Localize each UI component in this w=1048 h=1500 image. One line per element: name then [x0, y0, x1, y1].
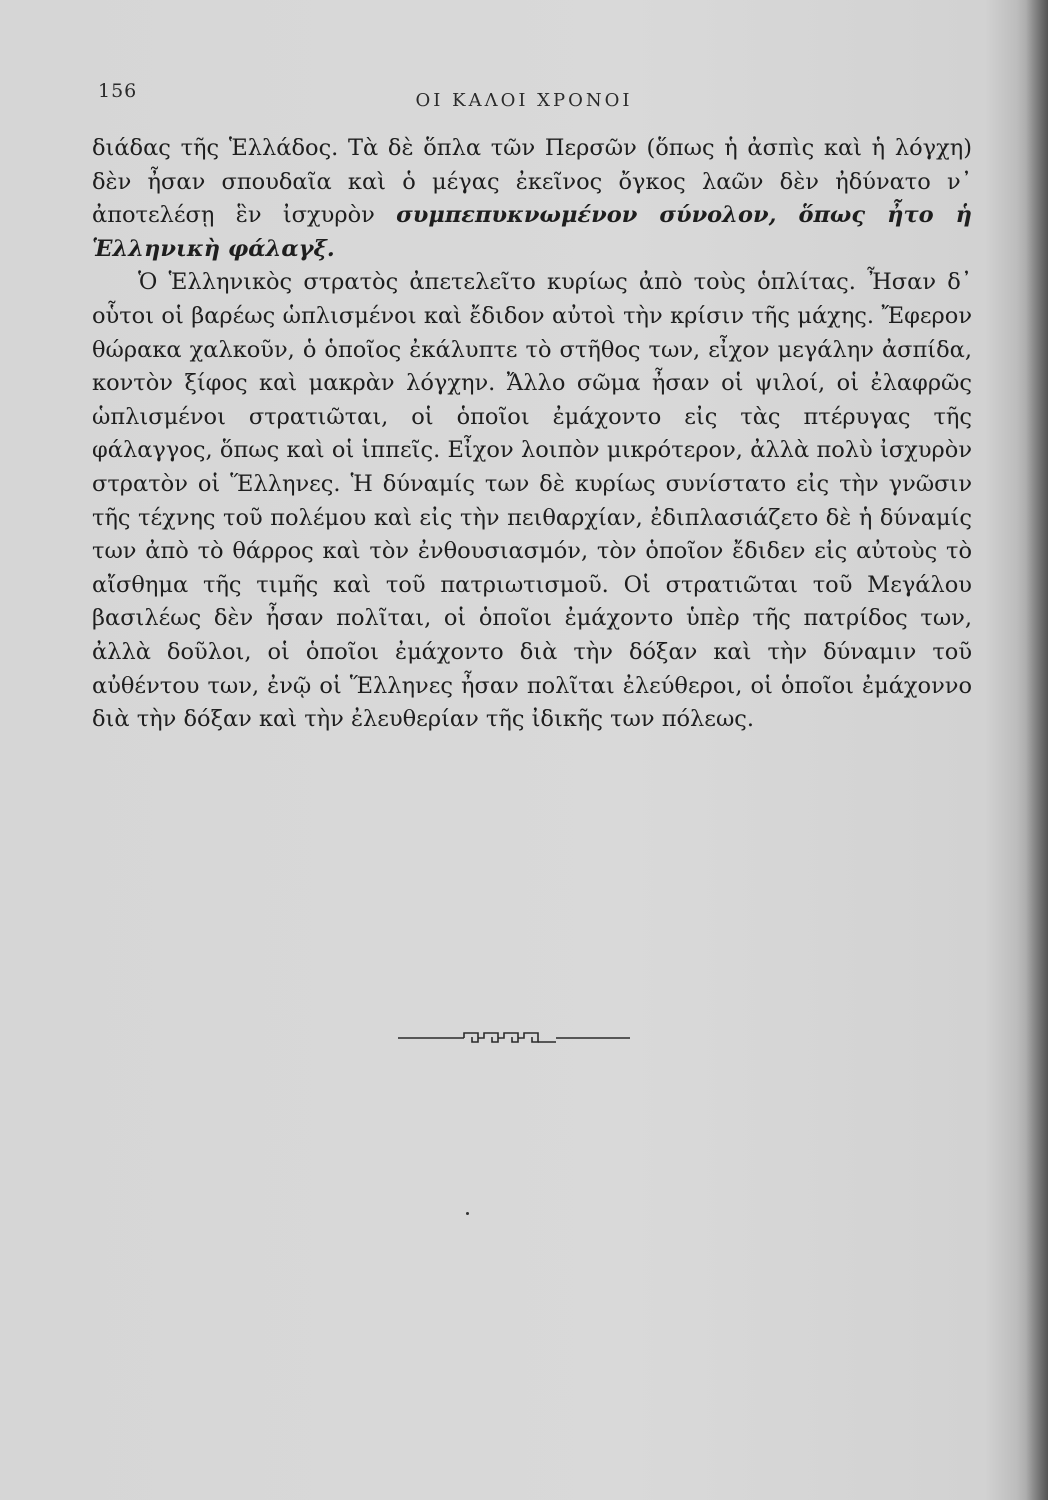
book-spine-shadow — [1026, 0, 1048, 1500]
greek-key-divider-icon — [398, 1028, 630, 1048]
print-speck — [466, 1212, 469, 1215]
page-number: 156 — [98, 80, 138, 102]
paragraph-2-text: Ὁ Ἑλληνικὸς στρατὸς ἀπετελεῖτο κυρίως ἀπὸ τοὺς ὁπλίτας. Ἦσαν δ᾽ οὗτοι οἱ βαρέως ὡπλισμένοι καὶ ἔδιδον αὐτοὶ τὴν κρίσιν τῆς μάχης. Ἔφερον θώρακα χαλκοῦν, ὁ ὁποῖος ἐκάλυπτε τὸ στῆθος των, εἶχον μεγάλην ἀσπίδα, κοντὸν ξίφος καὶ μακρὰν λόγχην. Ἄλλο σῶμα ἦσαν οἱ ψιλοί, οἱ ἐλαφρῶς ὡπλισμένοι στρατιῶται, οἱ ὁποῖοι ἐμάχοντο εἰς τὰς πτέρυγας τῆς φάλαγγος, ὅπως καὶ οἱ ἱππεῖς. Εἶχον λοιπὸν μικρότερον, ἀλλὰ πολὺ ἰσχυρὸν στρατὸν οἱ Ἕλληνες. Ἡ δύναμίς των δὲ κυρίως συνίστατο εἰς τὴν γνῶσιν τῆς τέχνης τοῦ πολέμου καὶ εἰς τὴν πειθαρχίαν, ἐδιπλασιάζετο δὲ ἡ δύναμίς των ἀπὸ τὸ θάρρος καὶ τὸν ἐνθουσιασμόν, τὸν ὁποῖον ἔδιδεν εἰς αὐτοὺς τὸ αἴσθημα τῆς τιμῆς καὶ τοῦ πατριωτισμοῦ. Οἱ στρατιῶται τοῦ Μεγάλου βασιλέως δὲν ἦσαν πολῖται, οἱ ὁποῖοι ἐμάχοντο ὑπὲρ τῆς πατρίδος των, ἀλλὰ δοῦλοι, οἱ ὁποῖοι ἐμάχοντο διὰ τὴν δόξαν καὶ τὴν δύναμιν τοῦ αὐθέντου των, ἐνῷ οἱ Ἕλληνες ἦσαν πολῖται ἐλεύθεροι, οἱ ὁποῖοι ἐμάχοννο διὰ τὴν δόξαν καὶ τὴν ἐλευθερίαν τῆς ἰδικῆς των πόλεως. — [92, 269, 972, 733]
body-text — [92, 132, 972, 737]
paragraph-1 — [92, 132, 972, 266]
paragraph-1-emphasis: συμπεπυκνωμένον σύνολον, ὅπως ἦτο ἡ Ἑλληνικὴ φάλαγξ. — [92, 202, 972, 262]
paragraph-2 — [92, 266, 972, 736]
paragraph-1-text: διάδας τῆς Ἑλλάδος. Τὰ δὲ ὅπλα τῶν Περσῶν (ὅπως ἡ ἀσπὶς καὶ ἡ λόγχη) δὲν ἦσαν σπουδαῖα καὶ ὁ μέγας ἐκεῖνος ὄγκος λαῶν δὲν ἠδύνατο ν᾽ ἀποτελέσῃ ἓν ἰσχυρὸν — [92, 135, 972, 229]
running-head: ΟΙ ΚΑΛΟΙ ΧΡΟΝΟΙ — [415, 90, 633, 111]
